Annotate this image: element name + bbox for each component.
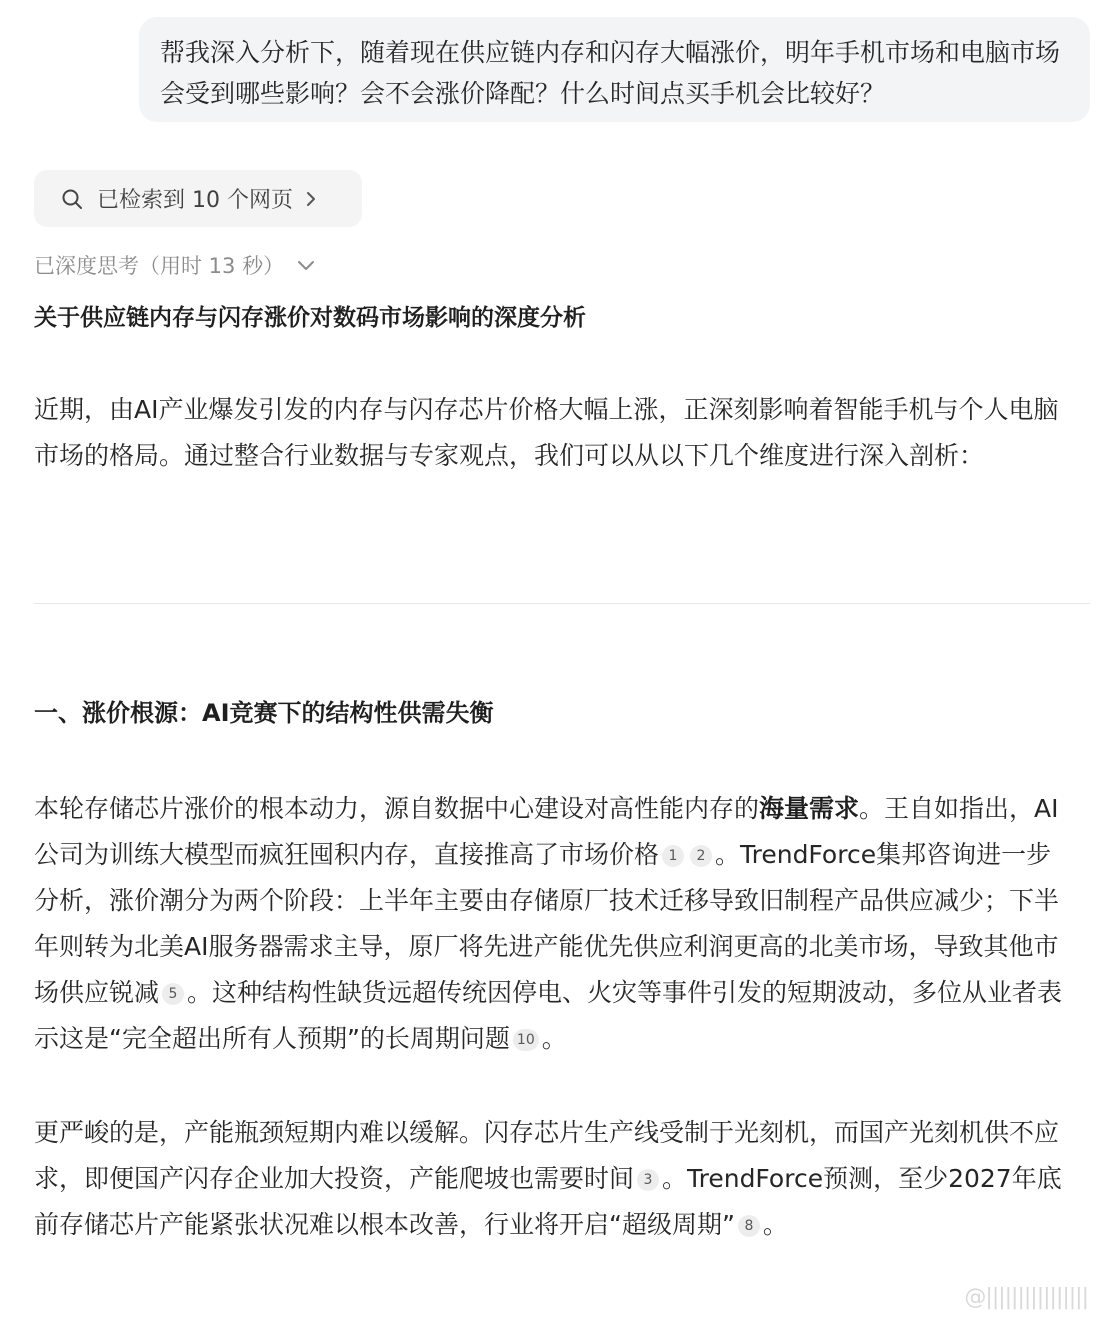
paragraph-text: 。TrendForce预测，至少2027年底前存储芯片产能紧张状况难以根本改善，行业将开启“超级周期” — [34, 1164, 1062, 1239]
section-paragraph-1 — [34, 786, 1074, 1062]
paragraph-text: 。这种结构性缺货远超传统因停电、火灾等事件引发的短期波动，多位从业者表示这是“完全超出所有人预期”的长周期问题 — [34, 978, 1063, 1053]
answer-title: 关于供应链内存与闪存涨价对数码市场影响的深度分析 — [34, 305, 586, 331]
paragraph-text: 。 — [541, 1024, 567, 1053]
search-results-label: 已检索到 10 个网页 — [97, 188, 293, 213]
chevron-down-icon — [296, 258, 316, 272]
bold-emphasis: 海量需求 — [759, 794, 860, 823]
paragraph-text: 。 — [762, 1210, 788, 1239]
citation-badge[interactable]: 10 — [513, 1029, 539, 1051]
paragraph-text: 。王自如指出，AI公司为训练大模型而疯狂囤积内存，直接推高了市场价格 — [34, 794, 1059, 869]
search-results-button[interactable] — [34, 170, 362, 227]
deep-thinking-label: 已深度思考（用时 13 秒） — [34, 254, 285, 278]
paragraph-text: 更严峻的是，产能瓶颈短期内难以缓解。闪存芯片生产线受制于光刻机，而国产光刻机供不应求，即便国产闪存企业加大投资，产能爬坡也需要时间 — [34, 1118, 1060, 1193]
chevron-right-icon — [305, 190, 317, 208]
citation-badge[interactable]: 5 — [162, 983, 184, 1005]
section-paragraph-2 — [34, 1110, 1074, 1248]
search-icon — [61, 188, 83, 210]
citation-badge[interactable]: 1 — [662, 845, 684, 867]
citation-badge[interactable]: 3 — [637, 1169, 659, 1191]
watermark: @|||||||||||||||| — [964, 1285, 1088, 1310]
divider — [34, 603, 1090, 604]
deep-thinking-toggle[interactable] — [34, 248, 316, 282]
section-heading: 一、涨价根源：AI竞赛下的结构性供需失衡 — [34, 699, 494, 727]
intro-paragraph: 近期，由AI产业爆发引发的内存与闪存芯片价格大幅上涨，正深刻影响着智能手机与个人电脑市场的格局。通过整合行业数据与专家观点，我们可以从以下几个维度进行深入剖析： — [34, 395, 1059, 470]
paragraph-text: 本轮存储芯片涨价的根本动力，源自数据中心建设对高性能内存的 — [34, 794, 760, 823]
paragraph-text: 。TrendForce集邦咨询进一步分析，涨价潮分为两个阶段：上半年主要由存储原厂技术迁移导致旧制程产品供应减少；下半年则转为北美AI服务器需求主导，原厂将先进产能优先供应利润更高的北美市场，导致其他市场供应锐减 — [34, 840, 1060, 1007]
citation-badge[interactable]: 2 — [690, 845, 712, 867]
citation-badge[interactable]: 8 — [738, 1215, 760, 1237]
user-message-bubble — [139, 17, 1090, 122]
user-message-text: 帮我深入分析下，随着现在供应链内存和闪存大幅涨价，明年手机市场和电脑市场会受到哪些影响？会不会涨价降配？什么时间点买手机会比较好？ — [160, 38, 1061, 108]
